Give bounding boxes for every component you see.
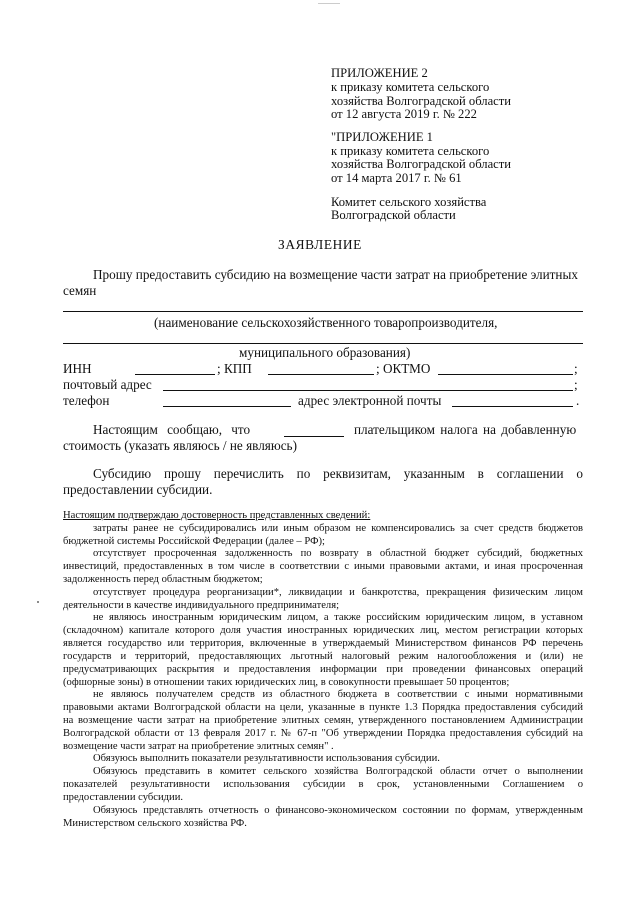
- appendix1-line: хозяйства Волгоградской области: [331, 157, 512, 171]
- appendix2-line: хозяйства Волгоградской области: [331, 94, 512, 108]
- request-line-2: семян: [63, 283, 97, 298]
- inn-label: ИНН: [63, 361, 92, 376]
- appendix1-date: от 14 марта 2017 г. № 61: [331, 171, 462, 185]
- scan-artifact-dot: [37, 601, 39, 603]
- postal-address-field[interactable]: [163, 390, 573, 391]
- appendix2-line: к приказу комитета сельского: [331, 80, 490, 94]
- transfer-line-2: предоставлении субсидии.: [63, 482, 213, 497]
- transfer-line-1: Субсидию прошу перечислить по реквизитам, указанным в соглашении о: [93, 466, 583, 481]
- confirm-line: является государство или территория, включенные в утверждаемый Министерством финансов РФ перечень: [63, 638, 583, 649]
- vat-text-2: плательщиком налога на добавленную: [354, 422, 577, 437]
- confirm-line: не являюсь иностранным юридическим лицом, а также российским юридическим лицом, в уставном: [93, 612, 583, 623]
- postal-address-label: почтовый адрес: [63, 377, 152, 392]
- confirm-line: затраты ранее не субсидировались или иным образом не компенсировались за счет средств бюджетов: [93, 523, 583, 534]
- confirm-line: возмещение части затрат на приобретение элитных семян" .: [63, 741, 334, 752]
- confirm-line: Обязуюсь представлять отчетность о финансово-экономическом состоянии по формам, утвержденным: [93, 805, 583, 816]
- inn-field[interactable]: [135, 374, 215, 375]
- producer-caption-2: муниципального образования): [239, 345, 411, 360]
- confirm-line: отсутствует просроченная задолженность по возврату в областной бюджет субсидий, бюджетных: [93, 548, 583, 559]
- appendix1-line: к приказу комитета сельского: [331, 144, 490, 158]
- phone-field[interactable]: [163, 406, 291, 407]
- vat-text-1: Настоящим сообщаю, что: [93, 422, 251, 437]
- confirm-line: Министерством сельского хозяйства РФ.: [63, 818, 247, 829]
- confirm-heading: Настоящим подтверждаю достоверность представленных сведений:: [63, 510, 371, 521]
- confirm-line: Обязуюсь выполнить показатели результативности использования субсидии.: [93, 753, 440, 764]
- scan-artifact-top: [318, 3, 340, 4]
- email-field[interactable]: [452, 406, 573, 407]
- confirm-line: предусматривающих раскрытия и предоставления информации при проведении финансовых операций: [63, 664, 583, 675]
- confirm-line: показателей результативности использования субсидии в срок, установленными Соглашением о: [63, 779, 583, 790]
- request-line-1: Прошу предоставить субсидию на возмещение части затрат на приобретение элитных: [93, 267, 578, 282]
- producer-caption-1: (наименование сельскохозяйственного товаропроизводителя,: [154, 315, 498, 330]
- kpp-field[interactable]: [268, 374, 374, 375]
- oktmo-field[interactable]: [438, 374, 573, 375]
- confirm-line: задолженность перед областным бюджетом;: [63, 574, 263, 585]
- phone-label: телефон: [63, 393, 110, 408]
- confirm-line: не являюсь получателем средств из областного бюджета в соответствии с иными нормативными: [93, 689, 583, 700]
- confirm-line: (складочном) капитале которого доля участия иностранных юридических лиц, местом регистрации которых: [63, 625, 583, 636]
- inn-row-end: ;: [574, 361, 578, 376]
- email-label: адрес электронной почты: [298, 393, 442, 408]
- producer-name-line[interactable]: [63, 311, 583, 312]
- appendix2-date: от 12 августа 2019 г. № 222: [331, 107, 477, 121]
- document-title: ЗАЯВЛЕНИЕ: [278, 237, 362, 252]
- confirm-line: инвестиций, предоставленных в том числе в соответствии с иными правовыми актами, и иная просроченная: [63, 561, 583, 572]
- appendix2-title: ПРИЛОЖЕНИЕ 2: [331, 66, 428, 80]
- confirm-line: Волгоградской области от 13 февраля 2017 г. № 67-п "Об утверждении Порядка предоставления субсидий на: [63, 728, 583, 739]
- confirm-line: деятельности в качестве индивидуального предпринимателя;: [63, 600, 340, 611]
- municipality-line[interactable]: [63, 343, 583, 344]
- addressee-line: Волгоградской области: [331, 208, 456, 222]
- postal-row-end: ;: [574, 377, 578, 392]
- vat-line-2: стоимость (указать являюсь / не являюсь): [63, 438, 297, 453]
- oktmo-label: ; ОКТМО: [376, 361, 431, 376]
- appendix1-title: "ПРИЛОЖЕНИЕ 1: [331, 130, 433, 144]
- confirm-line: отсутствует процедура реорганизации*, ликвидации и банкротства, прекращения физическим лицом: [93, 587, 583, 598]
- confirm-line: бюджетной системы Российской Федерации (далее – РФ);: [63, 536, 325, 547]
- kpp-label: ; КПП: [217, 361, 252, 376]
- confirm-line: государств и территорий, предоставляющих льготный налоговый режим налогообложения и (или) не: [63, 651, 583, 662]
- confirm-line: Обязуюсь представить в комитет сельского хозяйства Волгоградской области отчет о выполнении: [93, 766, 583, 777]
- confirm-line: на возмещение части затрат на приобретение элитных семян, утвержденного постановлением Администрации: [63, 715, 583, 726]
- vat-status-field[interactable]: [284, 436, 344, 437]
- addressee-line: Комитет сельского хозяйства: [331, 195, 487, 209]
- confirm-line: предоставлении субсидии.: [63, 792, 184, 803]
- confirm-line: (офшорные зоны) в отношении таких юридических лиц, в совокупности превышает 50 процентов;: [63, 677, 510, 688]
- email-row-end: .: [576, 393, 580, 408]
- confirm-line: правовыми актами Волгоградской области на цели, указанные в пункте 1.3 Порядка предоставления субсидий: [63, 702, 583, 713]
